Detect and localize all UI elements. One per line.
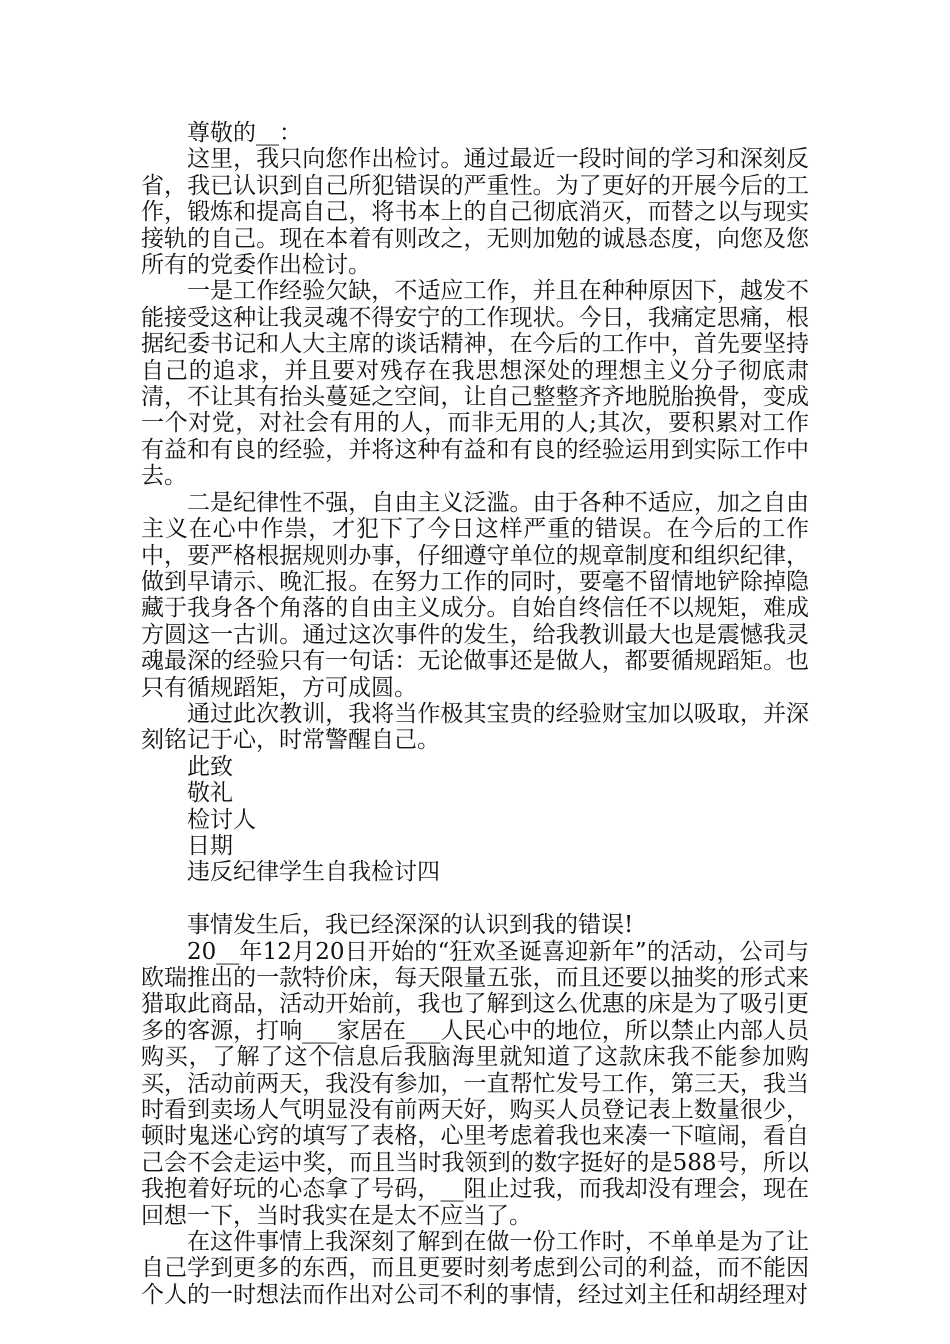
paragraph: 这里，我只向您作出检讨。通过最近一段时间的学习和深刻反省，我已认识到自己所犯错误的严重性。为了更好的开展今后的工作，锻炼和提高自己，将书本上的自己彻底消灭，而替之以与现实接轨的自己。现在本着有则改之，无则加勉的诚恳态度，向您及您所有的党委作出检讨。 bbox=[141, 146, 809, 279]
paragraph: 在这件事情上我深刻了解到在做一份工作时，不单单是为了让自己学到更多的东西，而且更要时刻考虑到公司的利益，而不能因个人的一时想法而作出对公司不利的事情，经过刘主任和胡经理对 bbox=[141, 1229, 809, 1308]
document-page bbox=[141, 120, 809, 1308]
paragraph: 一是工作经验欠缺，不适应工作，并且在种种原因下，越发不能接受这种让我灵魂不得安宁的工作现状。今日，我痛定思痛，根据纪委书记和人大主席的谈话精神，在今后的工作中，首先要坚持自己的追求，并且要对残存在我思想深处的理想主义分子彻底肃清，不让其有抬头蔓延之空间，让自己整整齐齐地脱胎换骨，变成一个对党，对社会有用的人，而非无用的人;其次，要积累对工作有益和有良的经验，并将这种有益和有良的经验运用到实际工作中去。 bbox=[141, 278, 809, 490]
paragraph: 二是纪律性不强，自由主义泛滥。由于各种不适应，加之自由主义在心中作祟，才犯下了今日这样严重的错误。在今后的工作中，要严格根据规则办事，仔细遵守单位的规章制度和组织纪律，做到早请示、晚汇报。在努力工作的同时，要毫不留情地铲除掉隐藏于我身各个角落的自由主义成分。自始自终信任不以规矩，难成方圆这一古训。通过这次事件的发生，给我教训最大也是震憾我灵魂最深的经验只有一句话：无论做事还是做人，都要循规蹈矩。也只有循规蹈矩，方可成圆。 bbox=[141, 489, 809, 701]
paragraph: 通过此次教训，我将当作极其宝贵的经验财宝加以吸取，并深刻铭记于心，时常警醒自己。 bbox=[141, 700, 809, 754]
signer: 检讨人 bbox=[187, 806, 256, 833]
salutation: 尊敬的__： bbox=[187, 120, 302, 146]
regards: 敬礼 bbox=[187, 780, 233, 807]
opening-sentence: 事情发生后，我已经深深的认识到我的错误! bbox=[187, 912, 634, 939]
blank-line bbox=[141, 886, 809, 912]
paragraph: 20__年12月20日开始的“狂欢圣诞喜迎新年”的活动，公司与欧瑞推出的一款特价床，每天限量五张，而且还要以抽奖的形式来猎取此商品，活动开始前，我也了解到这么优惠的床是为了吸引更多的客源，打响___家居在___人民心中的地位，所以禁止内部人员购买，了解了这个信息后我脑海里就知道了这款床我不能参加购买，活动前两天，我没有参加，一直帮忙发号工作，第三天，我当时看到卖场人气明显没有前两天好，购买人员登记表上数量很少，顿时鬼迷心窍的填写了表格，心里考虑着我也来凑一下喧闹，看自己会不会走运中奖，而且当时我领到的数字挺好的是588号，所以我抱着好玩的心态拿了号码，__阻止过我，而我却没有理会，现在回想一下，当时我实在是太不应当了。 bbox=[141, 938, 809, 1229]
date: 日期 bbox=[187, 832, 233, 859]
section-title: 违反纪律学生自我检讨四 bbox=[187, 859, 440, 886]
closing: 此致 bbox=[187, 753, 233, 780]
